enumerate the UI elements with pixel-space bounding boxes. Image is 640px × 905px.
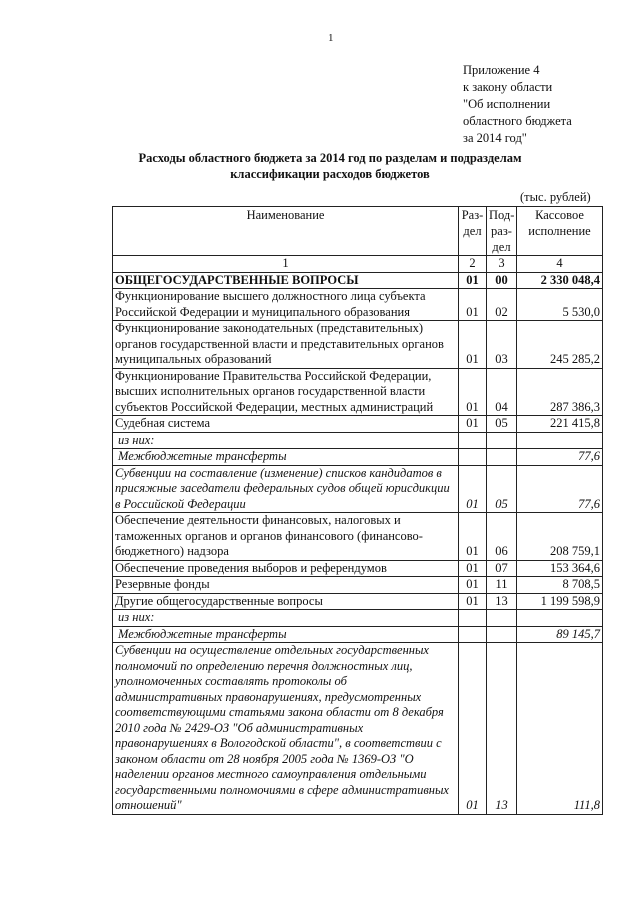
appendix-line: к закону области xyxy=(463,80,553,94)
row-section-cell xyxy=(459,432,487,449)
row-section-cell: 01 xyxy=(459,416,487,433)
row-amount-cell: 221 415,8 xyxy=(517,416,603,433)
row-subsection-cell xyxy=(487,432,517,449)
appendix-note xyxy=(463,62,572,147)
row-amount-cell: 111,8 xyxy=(517,643,603,815)
appendix-line: за 2014 год" xyxy=(463,131,527,145)
table-row xyxy=(113,416,603,433)
row-section-cell: 01 xyxy=(459,577,487,594)
row-subsection-cell xyxy=(487,626,517,643)
appendix-line: областного бюджета xyxy=(463,114,572,128)
table-row xyxy=(113,432,603,449)
row-name-cell: Функционирование высшего должностного лица субъекта Российской Федерации и муниципального образования xyxy=(113,289,459,321)
index-cell: 3 xyxy=(487,256,517,273)
row-amount-cell: 153 364,6 xyxy=(517,560,603,577)
row-subsection-cell: 06 xyxy=(487,513,517,561)
row-name-cell: ОБЩЕГОСУДАРСТВЕННЫЕ ВОПРОСЫ xyxy=(113,272,459,289)
header-name: Наименование xyxy=(113,207,459,256)
row-name-cell: Другие общегосударственные вопросы xyxy=(113,593,459,610)
index-cell: 1 xyxy=(113,256,459,273)
row-subsection-cell: 02 xyxy=(487,289,517,321)
row-subsection-cell: 04 xyxy=(487,368,517,416)
row-amount-cell: 77,6 xyxy=(517,465,603,513)
row-subsection-cell: 07 xyxy=(487,560,517,577)
row-section-cell xyxy=(459,449,487,466)
table-index-row xyxy=(113,256,603,273)
table-row xyxy=(113,626,603,643)
page-number: 1 xyxy=(328,32,334,44)
table-row xyxy=(113,449,603,466)
row-amount-cell: 2 330 048,4 xyxy=(517,272,603,289)
row-name-cell: Функционирование Правительства Российской Федерации, высших исполнительных органов государственной власти субъектов Российской Федерации, местных администраций xyxy=(113,368,459,416)
row-name-cell: Резервные фонды xyxy=(113,577,459,594)
row-amount-cell: 5 530,0 xyxy=(517,289,603,321)
table-row xyxy=(113,593,603,610)
header-section: Раз-дел xyxy=(459,207,487,256)
table-row xyxy=(113,577,603,594)
document-title: Расходы областного бюджета за 2014 год по разделам и подразделам классификации расходов бюджетов xyxy=(138,151,522,181)
row-name-cell: Межбюджетные трансферты xyxy=(113,626,459,643)
row-section-cell: 01 xyxy=(459,321,487,369)
row-subsection-cell: 13 xyxy=(487,593,517,610)
table-row xyxy=(113,465,603,513)
unit-label: (тыс. рублей) xyxy=(520,190,591,204)
row-section-cell: 01 xyxy=(459,272,487,289)
row-section-cell xyxy=(459,610,487,627)
row-name-cell: из них: xyxy=(113,610,459,627)
expenditure-table xyxy=(112,206,603,815)
header-subsection: Под-раз-дел xyxy=(487,207,517,256)
table-row xyxy=(113,368,603,416)
row-name-cell: Обеспечение деятельности финансовых, налоговых и таможенных органов и органов финансового (финансово-бюджетного) надзора xyxy=(113,513,459,561)
index-cell: 4 xyxy=(517,256,603,273)
table-row xyxy=(113,272,603,289)
row-name-cell: Судебная система xyxy=(113,416,459,433)
row-section-cell xyxy=(459,626,487,643)
row-amount-cell xyxy=(517,610,603,627)
row-subsection-cell: 03 xyxy=(487,321,517,369)
row-name-cell: Межбюджетные трансферты xyxy=(113,449,459,466)
row-amount-cell: 8 708,5 xyxy=(517,577,603,594)
row-section-cell: 01 xyxy=(459,465,487,513)
row-subsection-cell: 05 xyxy=(487,465,517,513)
row-amount-cell: 208 759,1 xyxy=(517,513,603,561)
row-name-cell: Обеспечение проведения выборов и референдумов xyxy=(113,560,459,577)
row-name-cell: Субвенции на осуществление отдельных государственных полномочий по определению перечня должностных лиц, уполномоченных составлять протоколы об административных правонарушениях, предусмотренных соответствующими статьями закона области от 8 декабря 2010 года № 2429-ОЗ "Об административных правонарушениях в Вологодской области", в соответствии с законом области от 28 ноября 2005 года № 1369-ОЗ "О наделении органов местного самоуправления отдельными государственными полномочиями в сфере административных отношений" xyxy=(113,643,459,815)
appendix-line: "Об исполнении xyxy=(463,97,551,111)
row-subsection-cell: 00 xyxy=(487,272,517,289)
table-header-row xyxy=(113,207,603,256)
table-row xyxy=(113,560,603,577)
table-row xyxy=(113,610,603,627)
row-name-cell: из них: xyxy=(113,432,459,449)
row-subsection-cell xyxy=(487,449,517,466)
row-amount-cell: 245 285,2 xyxy=(517,321,603,369)
row-section-cell: 01 xyxy=(459,368,487,416)
row-name-cell: Субвенции на составление (изменение) списков кандидатов в присяжные заседатели федеральных судов общей юрисдикции в Российской Федерации xyxy=(113,465,459,513)
row-section-cell: 01 xyxy=(459,643,487,815)
row-amount-cell: 1 199 598,9 xyxy=(517,593,603,610)
row-amount-cell: 77,6 xyxy=(517,449,603,466)
row-name-cell: Функционирование законодательных (представительных) органов государственной власти и представительных органов муниципальных образований xyxy=(113,321,459,369)
header-amount: Кассовое исполнение xyxy=(517,207,603,256)
row-subsection-cell xyxy=(487,610,517,627)
table-row xyxy=(113,321,603,369)
row-amount-cell xyxy=(517,432,603,449)
row-amount-cell: 89 145,7 xyxy=(517,626,603,643)
row-subsection-cell: 11 xyxy=(487,577,517,594)
row-amount-cell: 287 386,3 xyxy=(517,368,603,416)
row-section-cell: 01 xyxy=(459,289,487,321)
table-row xyxy=(113,289,603,321)
row-section-cell: 01 xyxy=(459,593,487,610)
row-section-cell: 01 xyxy=(459,560,487,577)
index-cell: 2 xyxy=(459,256,487,273)
row-section-cell: 01 xyxy=(459,513,487,561)
table-row xyxy=(113,643,603,815)
row-subsection-cell: 13 xyxy=(487,643,517,815)
table-row xyxy=(113,513,603,561)
row-subsection-cell: 05 xyxy=(487,416,517,433)
appendix-line: Приложение 4 xyxy=(463,63,540,77)
